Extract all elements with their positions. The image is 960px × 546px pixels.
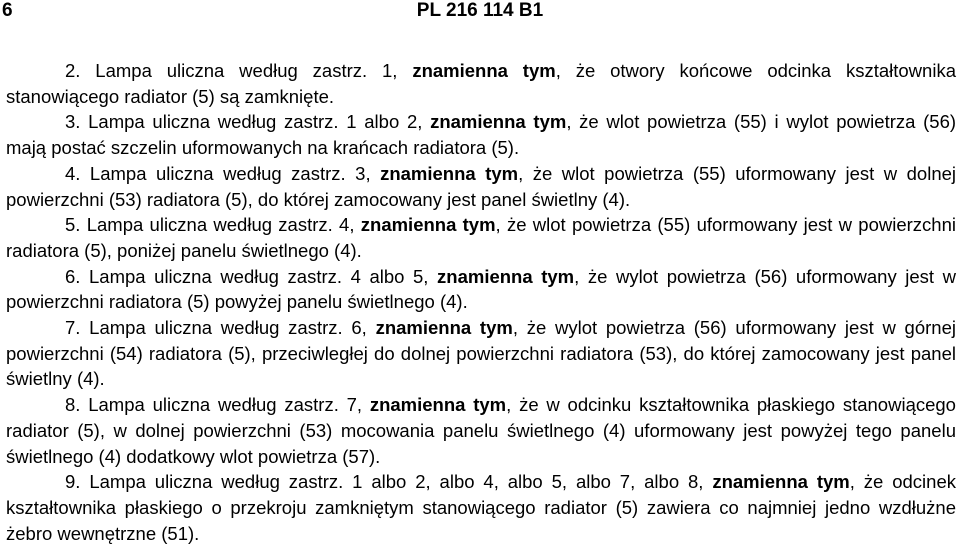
claim-text: 7. Lampa uliczna według zastrz. 6, — [65, 317, 376, 339]
claim-text: , że otwory końcowe odcinka kształtownika stanowiącego radiator (5) są zamknięte. — [6, 60, 956, 107]
claim-keyword: znamienna tym — [369, 394, 507, 416]
claim-2 — [6, 58, 956, 109]
claim-text: 9. Lampa uliczna według zastrz. 1 albo 2, albo 4, albo 5, albo 7, albo 8, — [65, 471, 713, 493]
page-header — [0, 0, 960, 22]
claims-list — [6, 58, 956, 546]
claim-5 — [6, 212, 956, 263]
claim-text: , że wlot powietrza (55) i wylot powietrza (56) mają postać szczelin uformowanych na krańcach radiatora (5). — [6, 111, 957, 159]
claim-text: , że wylot powietrza (56) uformowany jest w powierzchni radiatora (5) powyżej panelu świetlnego (4). — [6, 265, 957, 313]
claim-text: 2. Lampa uliczna według zastrz. 1, — [65, 60, 413, 81]
claim-text: , że w odcinku kształtownika płaskiego stanowiącego radiator (5), w dolnej powierzchni (53) mocowania panelu świetlnego (4) uformowany jest powyżej tego panelu świetlnego (4) dodatkowy wlot powietrza (57). — [6, 394, 956, 467]
claim-keyword: znamienna tym — [375, 317, 513, 339]
claim-4 — [6, 161, 956, 212]
claim-3 — [6, 109, 956, 160]
claim-8 — [6, 392, 956, 469]
claim-keyword: znamienna tym — [412, 60, 556, 81]
claim-9 — [6, 469, 956, 546]
claim-text: 3. Lampa uliczna według zastrz. 1 albo 2, — [65, 111, 431, 133]
claim-keyword: znamienna tym — [437, 265, 575, 287]
claim-text: 5. Lampa uliczna według zastrz. 4, — [65, 214, 361, 236]
claim-keyword: znamienna tym — [712, 471, 850, 493]
patent-number: PL 216 114 B1 — [416, 0, 544, 21]
claim-6 — [6, 264, 956, 315]
claim-text: , że wlot powietrza (55) uformowany jest w dolnej powierzchni (53) radiatora (5), do której zamocowany jest panel świetlny (4). — [6, 162, 957, 210]
claim-keyword: znamienna tym — [360, 214, 496, 236]
claim-7 — [6, 315, 956, 392]
claim-text: 4. Lampa uliczna według zastrz. 3, — [65, 162, 381, 184]
claim-text: , że wylot powietrza (56) uformowany jest w górnej powierzchni (54) radiatora (5), przeciwległej do dolnej powierzchni radiatora (53), do której zamocowany jest panel świetlny (4). — [6, 317, 956, 390]
claim-text: , że wlot powietrza (55) uformowany jest w powierzchni radiatora (5), poniżej panelu świetlnego (4). — [6, 214, 956, 261]
claim-keyword: znamienna tym — [430, 111, 567, 133]
claim-text: 6. Lampa uliczna według zastrz. 4 albo 5, — [65, 265, 438, 287]
page-number: 6 — [2, 0, 13, 21]
claim-text: , że odcinek kształtownika płaskiego o przekroju zamkniętym stanowiącego radiator (5) zawiera co najmniej jedno wzdłużne żebro wewnętrzne (51). — [6, 471, 956, 544]
claim-text: 8. Lampa uliczna według zastrz. 7, — [65, 394, 370, 416]
claim-keyword: znamienna tym — [380, 162, 519, 184]
